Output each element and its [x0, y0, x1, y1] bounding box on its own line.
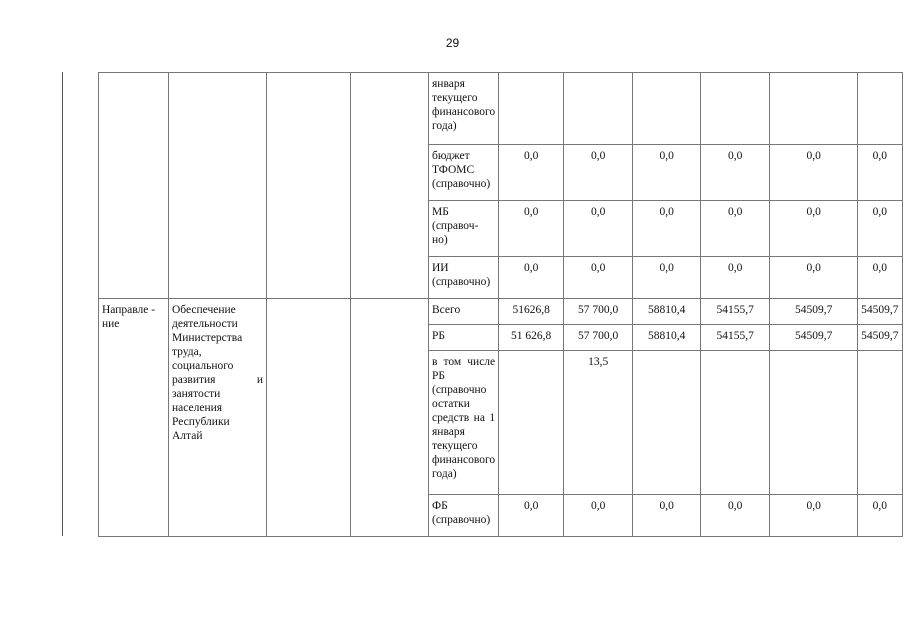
empty-cell — [351, 73, 429, 299]
empty-cell — [169, 73, 267, 299]
value-cell: 0,0 — [858, 201, 902, 257]
value-cell: 13,5 — [564, 351, 633, 495]
value-cell: 0,0 — [858, 145, 902, 201]
value-cell: 54155,7 — [701, 299, 770, 325]
value-cell — [564, 73, 633, 145]
empty-cell — [267, 299, 351, 537]
value-cell: 51626,8 — [499, 299, 564, 325]
value-cell — [633, 351, 701, 495]
value-cell: 54509,7 — [770, 299, 858, 325]
value-cell — [701, 73, 770, 145]
budget-table — [98, 72, 903, 537]
value-cell — [499, 73, 564, 145]
source-cell: ФБ (справочно) — [429, 495, 499, 537]
value-cell — [633, 73, 701, 145]
value-cell: 57 700,0 — [564, 299, 633, 325]
value-cell — [770, 351, 858, 495]
margin-line — [62, 72, 63, 536]
source-cell: в том числе РБ (справочно остатки средств на 1 января текущего финансового года) — [429, 351, 499, 495]
value-cell: 0,0 — [499, 257, 564, 299]
value-cell: 0,0 — [633, 257, 701, 299]
direction-label: Направле - ние — [99, 299, 169, 537]
value-cell: 0,0 — [701, 495, 770, 537]
value-cell: 0,0 — [564, 257, 633, 299]
value-cell: 0,0 — [633, 201, 701, 257]
value-cell — [770, 73, 858, 145]
value-cell: 58810,4 — [633, 325, 701, 351]
value-cell: 0,0 — [770, 201, 858, 257]
empty-cell — [99, 73, 169, 299]
value-cell: 0,0 — [770, 145, 858, 201]
value-cell: 0,0 — [564, 145, 633, 201]
value-cell: 0,0 — [858, 495, 902, 537]
value-cell: 0,0 — [770, 257, 858, 299]
value-cell: 0,0 — [499, 145, 564, 201]
value-cell: 0,0 — [701, 145, 770, 201]
empty-cell — [267, 73, 351, 299]
value-cell — [701, 351, 770, 495]
source-cell: МБ (справоч- но) — [429, 201, 499, 257]
source-cell: января текущего финансового года) — [429, 73, 499, 145]
value-cell: 54155,7 — [701, 325, 770, 351]
empty-cell — [351, 299, 429, 537]
direction-title: Обеспечение деятельности Министерства труда, социального развития и занятости населения Республики Алтай — [169, 299, 267, 537]
value-cell: 57 700,0 — [564, 325, 633, 351]
value-cell — [858, 351, 902, 495]
value-cell: 0,0 — [499, 495, 564, 537]
value-cell — [858, 73, 902, 145]
value-cell: 54509,7 — [858, 299, 902, 325]
page-number: 29 — [445, 36, 460, 50]
value-cell: 0,0 — [633, 495, 701, 537]
value-cell: 54509,7 — [858, 325, 902, 351]
value-cell: 58810,4 — [633, 299, 701, 325]
source-cell: ИИ (справочно) — [429, 257, 499, 299]
source-cell: бюджет ТФОМС (справочно) — [429, 145, 499, 201]
value-cell — [499, 351, 564, 495]
value-cell: 0,0 — [770, 495, 858, 537]
value-cell: 54509,7 — [770, 325, 858, 351]
value-cell: 0,0 — [858, 257, 902, 299]
value-cell: 0,0 — [701, 201, 770, 257]
value-cell: 0,0 — [564, 495, 633, 537]
value-cell: 0,0 — [633, 145, 701, 201]
value-cell: 51 626,8 — [499, 325, 564, 351]
value-cell: 0,0 — [499, 201, 564, 257]
source-cell: РБ — [429, 325, 499, 351]
source-cell: Всего — [429, 299, 499, 325]
value-cell: 0,0 — [701, 257, 770, 299]
value-cell: 0,0 — [564, 201, 633, 257]
